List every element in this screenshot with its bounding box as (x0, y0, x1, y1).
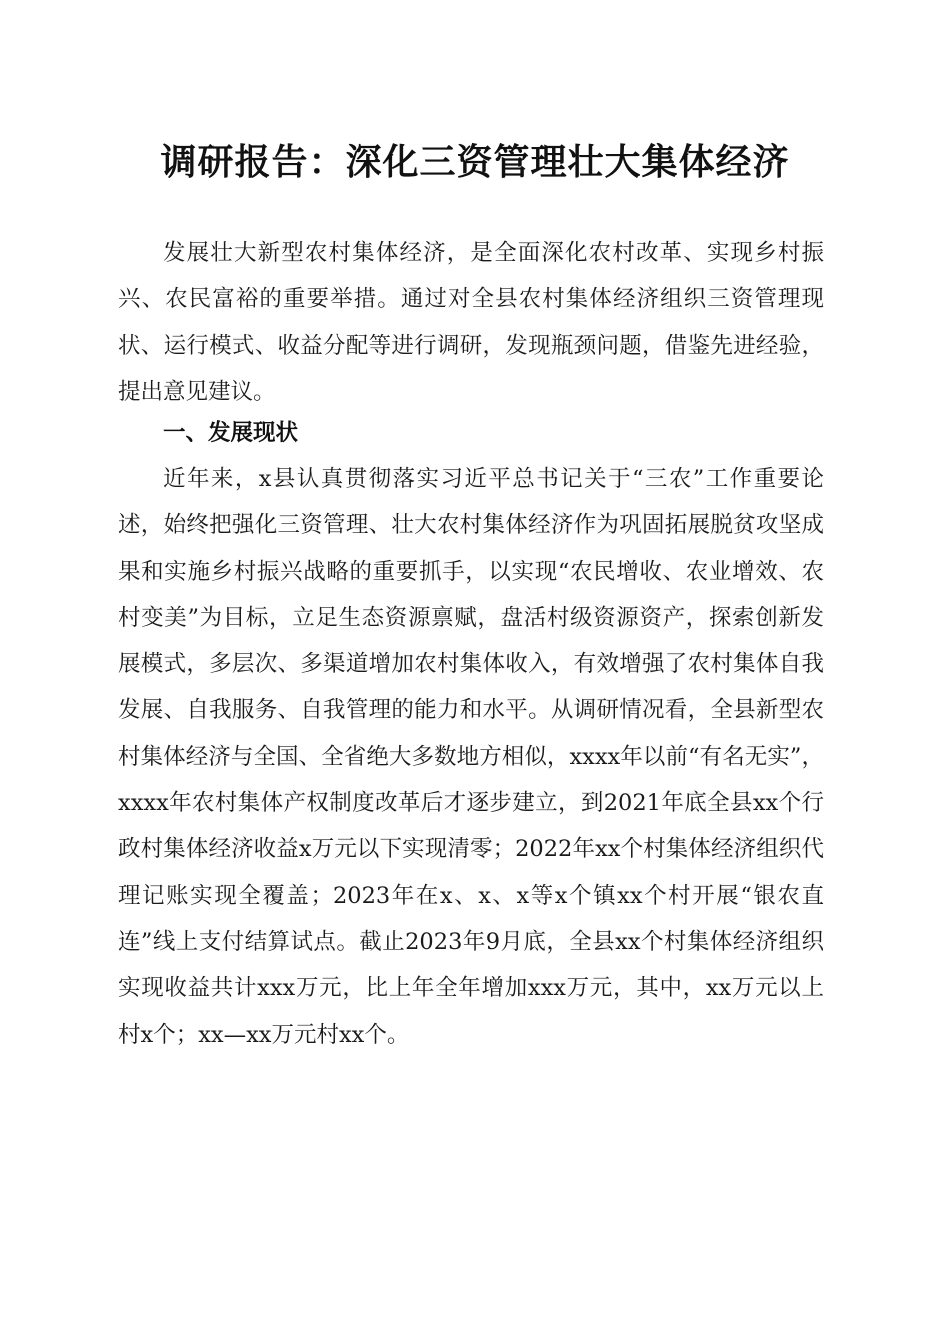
section-paragraph: 近年来，x县认真贯彻落实习近平总书记关于“三农”工作重要论述，始终把强化三资管理、壮大农村集体经济作为巩固拓展脱贫攻坚成果和实施乡村振兴战略的重要抓手，以实现“农民增收、农业增效、农村变美”为目标，立足生态资源禀赋，盘活村级资源资产，探索创新发展模式，多层次、多渠道增加农村集体收入，有效增强了农村集体自我发展、自我服务、自我管理的能力和水平。从调研情况看，全县新型农村集体经济与全国、全省绝大多数地方相似，xxxx年以前“有名无实”，xxxx年农村集体产权制度改革后才逐步建立，到2021年底全县xx个行政村集体经济收益x万元以下实现清零；2022年xx个村集体经济组织代理记账实现全覆盖；2023年在x、x、x等x个镇xx个村开展“银农直连”线上支付结算试点。截止2023年9月底，全县xx个村集体经济组织实现收益共计xxx万元，比上年全年增加xxx万元，其中，xx万元以上村x个；xx—xx万元村xx个。 (118, 466, 824, 1048)
document-title: 调研报告：深化三资管理壮大集体经济 (160, 141, 790, 183)
section-heading: 一、发展现状 (163, 420, 299, 446)
intro-paragraph: 发展壮大新型农村集体经济，是全面深化农村改革、实现乡村振兴、农民富裕的重要举措。通过对全县农村集体经济组织三资管理现状、运行模式、收益分配等进行调研，发现瓶颈问题，借鉴先进经验，提出意见建议。 (118, 240, 824, 405)
